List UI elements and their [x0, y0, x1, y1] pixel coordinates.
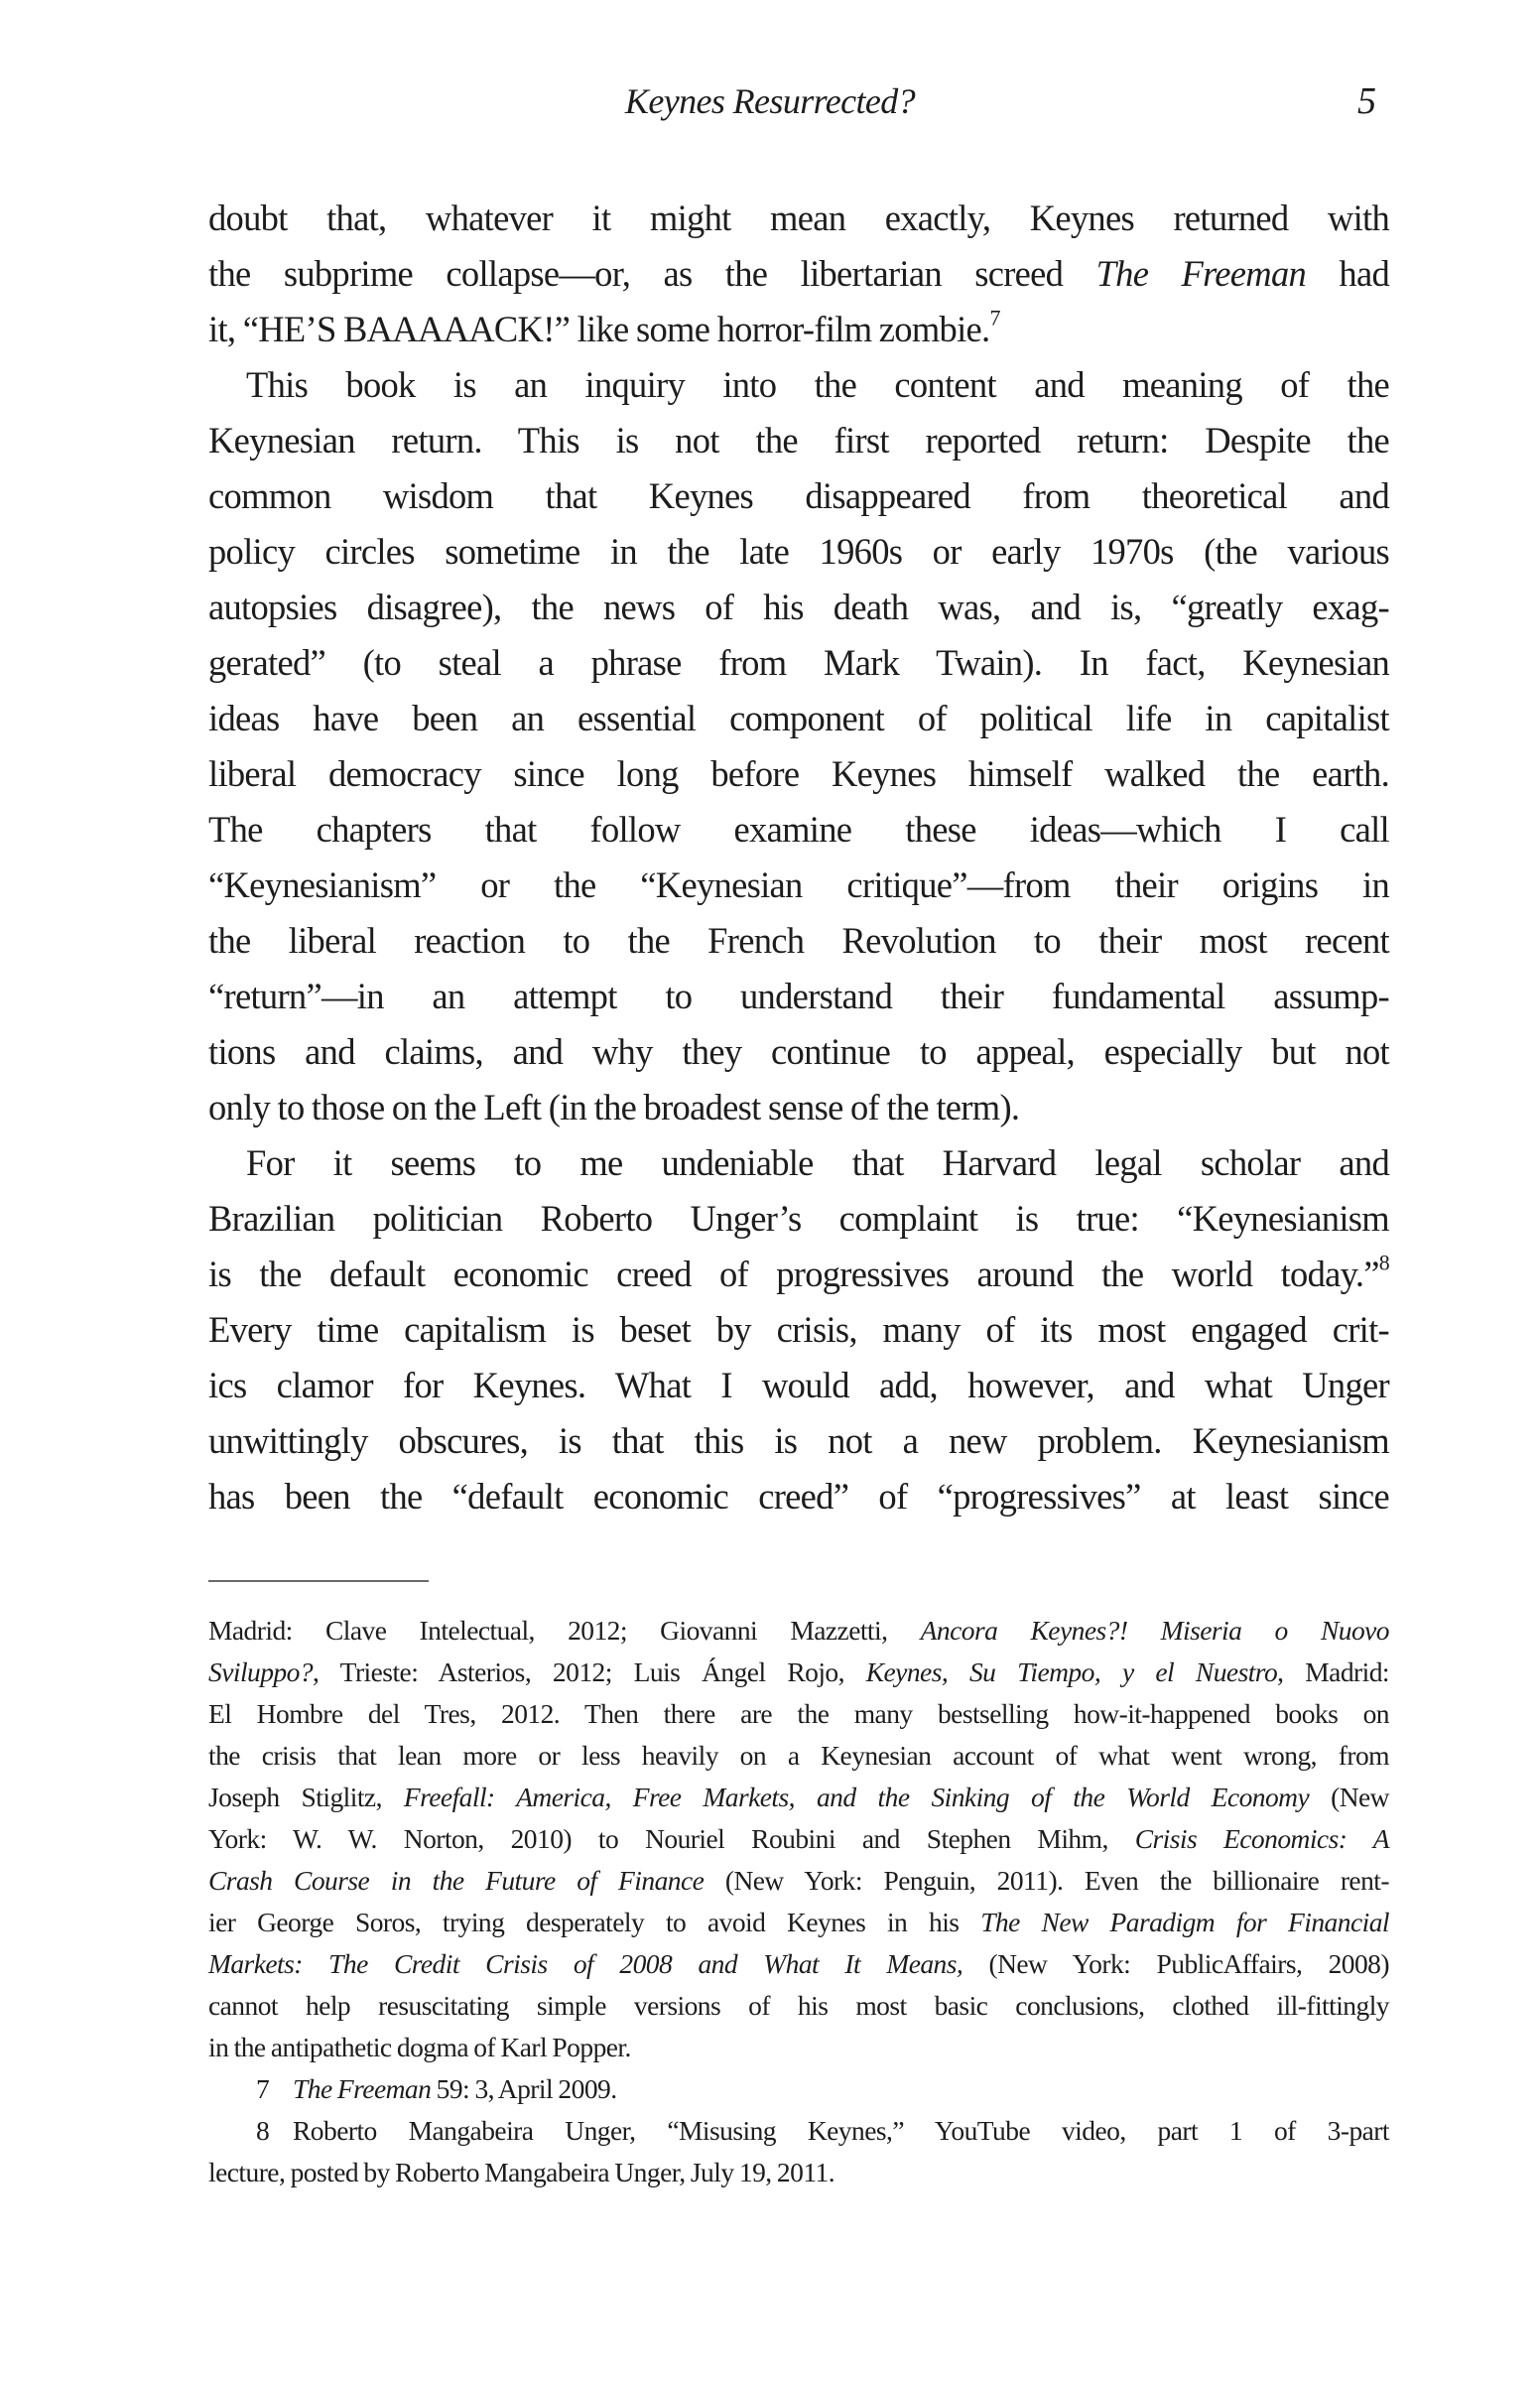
footnote-line: York: W. W. Norton, 2010) to Nouriel Roubini and Stephen Mihm, Crisis Economics: A	[208, 1823, 1389, 1854]
body-line: “Keynesianism” or the “Keynesian critique”—from their origins in	[208, 864, 1389, 905]
body-line: autopsies disagree), the news of his death was, and is, “greatly exag-	[208, 587, 1389, 627]
body-line: Every time capitalism is beset by crisis, many of its most engaged crit-	[208, 1309, 1389, 1350]
body-line: ics clamor for Keynes. What I would add, however, and what Unger	[208, 1365, 1389, 1405]
footnote-8: 8 Roberto Mangabeira Unger, “Misusing Keynes,” YouTube video, part 1 of 3-part	[208, 2110, 1389, 2152]
footnote-line: El Hombre del Tres, 2012. Then there are the many bestselling how-it-happened books on	[208, 1698, 1389, 1729]
footnote-number: 7	[256, 2073, 270, 2104]
body-line: the liberal reaction to the French Revolution to their most recent	[208, 920, 1389, 961]
footnote-line: cannot help resuscitating simple versions of his most basic conclusions, clothed ill-fittingly	[208, 1990, 1389, 2021]
body-line: ideas have been an essential component of political life in capitalist	[208, 698, 1389, 738]
body-line: it, “HE’S BAAAAACK!” like some horror-film zombie.$^7$	[208, 305, 1000, 349]
running-head	[0, 71, 1540, 131]
footnote-ref-7[interactable]: 7	[989, 305, 1000, 331]
body-line: is the default economic creed of progressives around the world today.”$^8$	[208, 1250, 1389, 1294]
body-line: policy circles sometime in the late 1960s or early 1970s (the various	[208, 531, 1389, 572]
body-line: Brazilian politician Roberto Unger’s complaint is true: “Keynesianism	[208, 1198, 1389, 1239]
body-line: doubt that, whatever it might mean exactly, Keynes returned with	[208, 198, 1389, 238]
footnote-line: Markets: The Credit Crisis of 2008 and What It Means, (New York: PublicAffairs, 2008)	[208, 1948, 1389, 1979]
footnote-number: 8	[256, 2115, 270, 2146]
footnote-line: Joseph Stiglitz, Freefall: America, Free Markets, and the Sinking of the World Economy (New	[208, 1782, 1389, 1812]
body-line: gerated” (to steal a phrase from Mark Twain). In fact, Keynesian	[208, 642, 1389, 683]
footnote-separator-rule	[208, 1580, 429, 1582]
body-line: Keynesian return. This is not the first reported return: Despite the	[208, 420, 1389, 461]
footnote-7: 7 The Freeman 59: 3, April 2009.	[208, 2068, 1389, 2110]
body-text	[208, 191, 1389, 1524]
body-line: “return”—in an attempt to understand their fundamental assump-	[208, 976, 1389, 1016]
footnote-line: Crash Course in the Future of Finance (New York: Penguin, 2011). Even the billionaire rent-	[208, 1865, 1389, 1896]
running-title: Keynes Resurrected?	[624, 81, 916, 121]
footnote-line: ier George Soros, trying desperately to avoid Keynes in his The New Paradigm for Financial	[208, 1907, 1389, 1937]
footnote-line: Madrid: Clave Intelectual, 2012; Giovanni Mazzetti, Ancora Keynes?! Miseria o Nuovo	[208, 1615, 1389, 1646]
body-line: The chapters that follow examine these ideas—which I call	[208, 809, 1389, 850]
footnote-line: lecture, posted by Roberto Mangabeira Unger, July 19, 2011.	[208, 2157, 835, 2187]
body-line: common wisdom that Keynes disappeared from theoretical and	[208, 475, 1389, 516]
body-line: the subprime collapse—or, as the libertarian screed The Freeman had	[208, 253, 1389, 294]
body-line: has been the “default economic creed” of “progressives” at least since	[208, 1476, 1389, 1517]
paragraph-start: For it seems to me undeniable that Harvard legal scholar and	[246, 1142, 1389, 1183]
footnote-ref-8[interactable]: 8	[1378, 1250, 1389, 1275]
body-line: unwittingly obscures, is that this is not a new problem. Keynesianism	[208, 1420, 1389, 1461]
paragraph-start: This book is an inquiry into the content and meaning of the	[246, 364, 1389, 405]
body-line: only to those on the Left (in the broadest sense of the term).	[208, 1087, 1020, 1127]
page-number: 5	[1357, 80, 1376, 122]
footnote-line: the crisis that lean more or less heavily on a Keynesian account of what went wrong, from	[208, 1740, 1389, 1771]
body-line: liberal democracy since long before Keynes himself walked the earth.	[208, 753, 1389, 794]
body-line: tions and claims, and why they continue to appeal, especially but not	[208, 1031, 1389, 1072]
footnotes	[208, 1610, 1389, 2193]
footnote-line: in the antipathetic dogma of Karl Popper.	[208, 2032, 631, 2062]
footnote-line: Sviluppo?, Trieste: Asterios, 2012; Luis Ángel Rojo, Keynes, Su Tiempo, y el Nuestro, Madrid:	[208, 1656, 1390, 1687]
title-italic: The Freeman	[1095, 253, 1307, 294]
